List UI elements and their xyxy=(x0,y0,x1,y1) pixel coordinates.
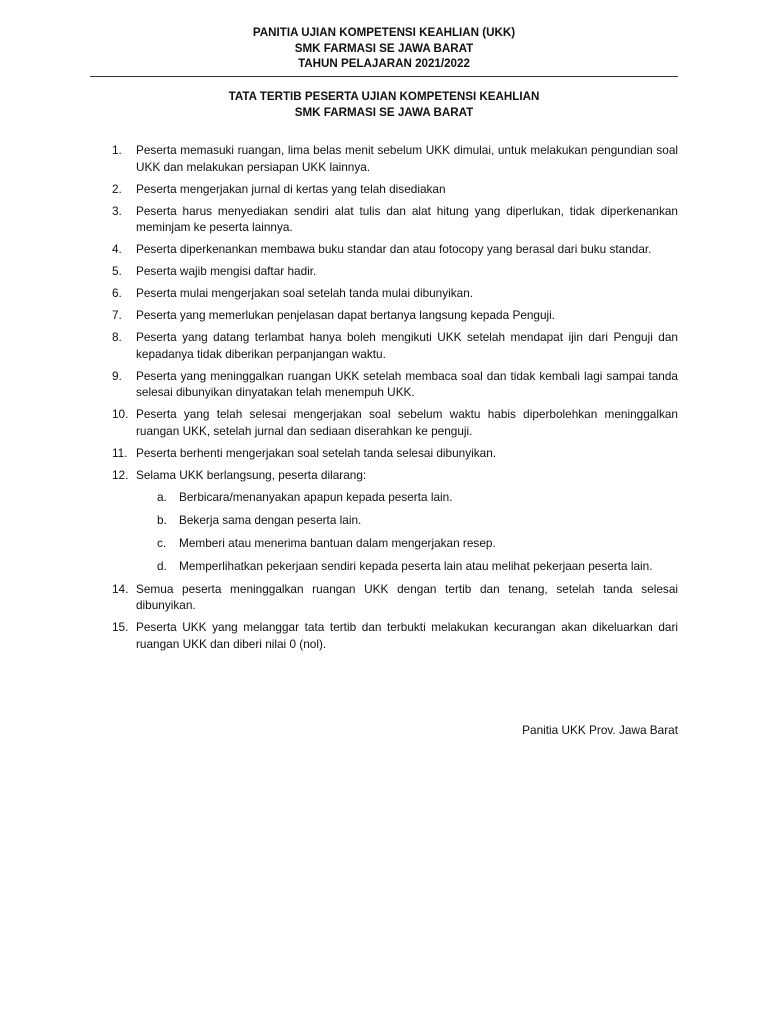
rule-item xyxy=(112,467,678,484)
rule-text: Peserta mengerjakan jurnal di kertas yang telah disediakan xyxy=(136,181,446,196)
rule-item xyxy=(112,203,678,236)
rule-text: Peserta yang meninggalkan ruangan UKK setelah membaca soal dan tidak kembali lagi sampai tanda selesai dibunyikan dinyatakan telah menempuh UKK. xyxy=(136,368,678,399)
document-header xyxy=(90,25,678,72)
signature-committee: Panitia UKK Prov. Jawa Barat xyxy=(522,723,678,737)
prohibition-item xyxy=(157,535,678,552)
rules-list xyxy=(112,142,678,658)
prohibition-text: Bekerja sama dengan peserta lain. xyxy=(179,512,362,527)
rule-text: Peserta diperkenankan membawa buku standar dan atau fotocopy yang berasal dari buku standar. xyxy=(136,242,652,256)
prohibition-item xyxy=(157,558,678,575)
rule-item xyxy=(112,307,678,324)
document-title xyxy=(90,89,678,120)
rule-number: 4. xyxy=(112,242,122,256)
title-line-school: SMK FARMASI SE JAWA BARAT xyxy=(294,105,474,119)
rule-number: 1. xyxy=(112,143,122,157)
rule-text: Peserta yang memerlukan penjelasan dapat bertanya langsung kepada Penguji. xyxy=(136,308,556,322)
rule-item xyxy=(112,368,678,401)
rule-text: Peserta mulai mengerjakan soal setelah tanda mulai dibunyikan. xyxy=(136,286,474,300)
rule-item xyxy=(112,285,678,302)
prohibition-text: Berbicara/menanyakan apapun kepada peserta lain. xyxy=(179,489,453,504)
rule-text: Peserta wajib mengisi daftar hadir. xyxy=(136,264,317,278)
title-line-rules: TATA TERTIB PESERTA UJIAN KOMPETENSI KEAHLIAN xyxy=(228,90,540,103)
rule-number: 8. xyxy=(112,330,122,344)
rule-number: 12. xyxy=(112,467,129,482)
rule-text: Peserta memasuki ruangan, lima belas menit sebelum UKK dimulai, untuk melakukan pengundian soal UKK dan melakukan persiapan UKK lainnya. xyxy=(136,143,678,174)
rule-item xyxy=(112,445,678,462)
rule-item xyxy=(112,329,678,362)
rule-number: 3. xyxy=(112,203,122,218)
prohibition-text: Memperlihatkan pekerjaan sendiri kepada peserta lain atau melihat pekerjaan peserta lain. xyxy=(179,558,653,573)
rule-text: Peserta yang telah selesai mengerjakan soal sebelum waktu habis diperbolehkan meninggalkan ruangan UKK, setelah jurnal dan sediaan diserahkan ke penguji. xyxy=(136,407,678,438)
rule-text: Peserta UKK yang melanggar tata tertib dan terbukti melakukan kecurangan akan dikeluarkan dari ruangan UKK dan diberi nilai 0 (nol). xyxy=(136,620,678,651)
rule-number: 10. xyxy=(112,407,129,421)
rule-item xyxy=(112,142,678,175)
rule-number: 9. xyxy=(112,368,122,383)
rule-number: 11. xyxy=(112,445,128,460)
rule-text: Peserta berhenti mengerjakan soal setelah tanda selesai dibunyikan. xyxy=(136,445,497,460)
prohibition-letter: a. xyxy=(157,489,167,504)
rule-item xyxy=(112,619,678,652)
rule-number: 7. xyxy=(112,308,122,322)
header-academic-year: TAHUN PELAJARAN 2021/2022 xyxy=(298,57,470,70)
rule-number: 5. xyxy=(112,264,122,278)
prohibition-letter: c. xyxy=(157,535,167,550)
header-committee-title: PANITIA UJIAN KOMPETENSI KEAHLIAN (UKK) xyxy=(252,26,516,39)
header-divider xyxy=(90,76,678,77)
rule-text: Peserta harus menyediakan sendiri alat tulis dan alat hitung yang diperlukan, tidak diperkenankan meminjam ke peserta lainnya. xyxy=(136,203,678,234)
rule-item xyxy=(112,241,678,258)
rule-text: Selama UKK berlangsung, peserta dilarang: xyxy=(136,467,367,482)
rule-number: 14. xyxy=(112,581,129,596)
rule-number: 2. xyxy=(112,181,122,196)
prohibitions-list xyxy=(112,489,678,575)
rule-text: Peserta yang datang terlambat hanya boleh mengikuti UKK setelah mendapat ijin dari Penguji dan kepadanya tidak diberikan perpanjangan waktu. xyxy=(136,330,678,361)
rule-number: 6. xyxy=(112,286,122,300)
rule-item xyxy=(112,406,678,439)
rule-item xyxy=(112,581,678,614)
rule-item xyxy=(112,181,678,198)
prohibition-letter: d. xyxy=(157,558,167,573)
prohibition-letter: b. xyxy=(157,512,167,527)
prohibition-item xyxy=(157,489,678,506)
prohibition-item xyxy=(157,512,678,529)
rule-number: 15. xyxy=(112,620,129,634)
rule-text: Semua peserta meninggalkan ruangan UKK dengan tertib dan tenang, setelah tanda selesai dibunyikan. xyxy=(136,581,678,612)
header-school-name: SMK FARMASI SE JAWA BARAT xyxy=(294,41,474,55)
prohibition-text: Memberi atau menerima bantuan dalam mengerjakan resep. xyxy=(179,535,496,550)
rule-item xyxy=(112,263,678,280)
